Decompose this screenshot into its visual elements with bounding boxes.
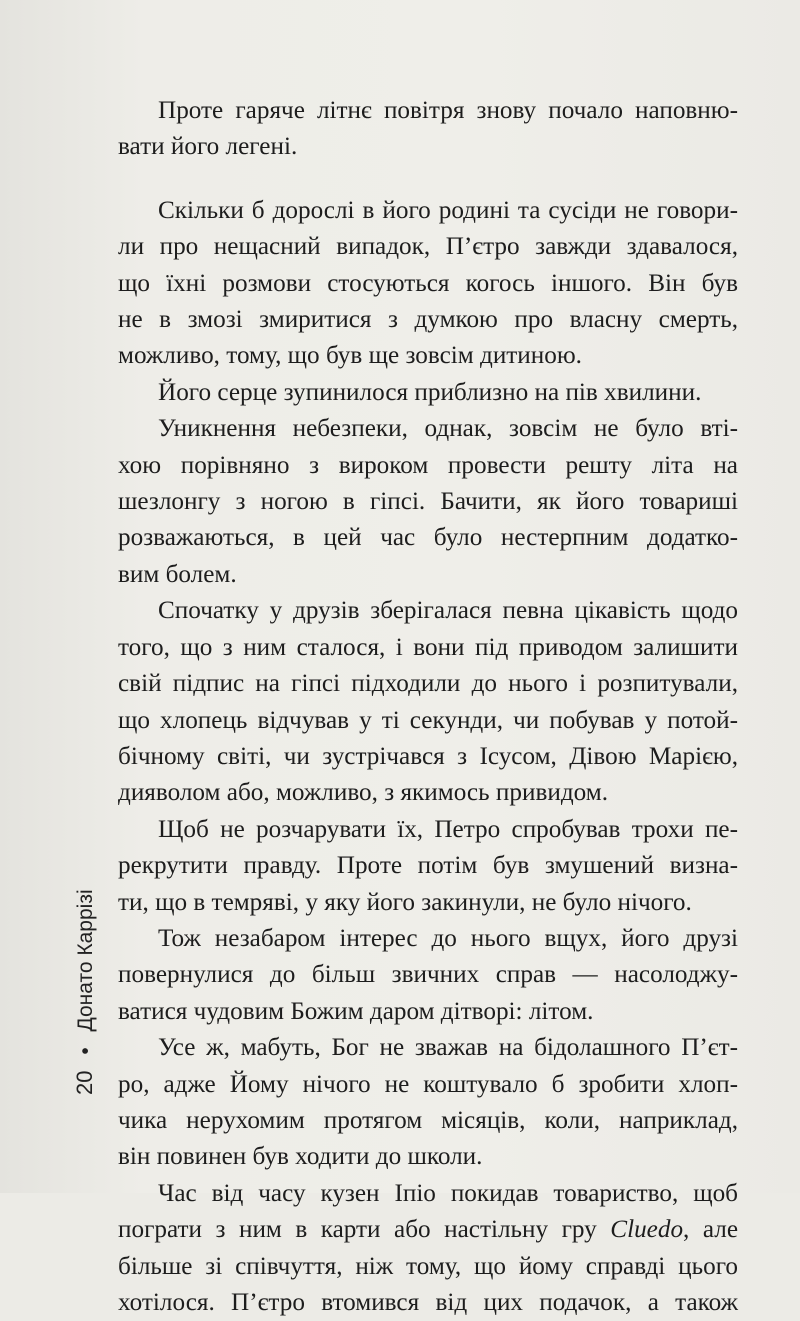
text-line: що їхні розмови стосуються когось іншого. Він був (118, 269, 738, 297)
text-line: шезлонгу з ногою в гіпсі. Бачити, як його товариші (118, 488, 738, 516)
paragraph (118, 411, 738, 593)
text-line: хотілося. П’єтро втомився від цих подачок, а також (118, 1289, 738, 1316)
text-line: Уникнення небезпеки, однак, зовсім не було вті- (158, 415, 738, 443)
text-line: Спочатку у друзів зберігалася певна цікавість щодо (158, 597, 738, 625)
text-line: розважаються, в цей час було нестерпним додатко- (118, 524, 738, 552)
text-line: ти, що в темряві, у яку його закинули, не було нічого. (118, 888, 692, 916)
text-line: ватися чудовим Божим даром дітворі: літом. (118, 997, 594, 1025)
author-name: Донато Каррізі (74, 889, 97, 1032)
text-line: не в змозі змиритися з думкою про власну смерть, (118, 306, 738, 334)
text-line: пограти з ним в карти або настільну гру Cluedo, але (118, 1216, 738, 1244)
text-line: ро, адже Йому нічого не коштувало б зробити хлоп- (118, 1070, 738, 1098)
paragraph (118, 93, 738, 166)
text-line: Час від часу кузен Іпіо покидав товариство, щоб (158, 1179, 738, 1207)
paragraph (118, 593, 738, 811)
text-line: чика нерухомим протягом місяців, коли, наприклад, (118, 1106, 738, 1134)
text-line: бічному світі, чи зустрічався з Ісусом, Дівою Марією, (118, 742, 738, 770)
text-line: вим болем. (118, 560, 237, 588)
text-line: можливо, тому, що був ще зовсім дитиною. (118, 342, 582, 370)
paragraph (118, 375, 738, 411)
page-number: 20 (72, 1070, 97, 1095)
page-body (118, 93, 738, 1321)
text-line: дияволом або, можливо, з якимось привидом. (118, 779, 608, 807)
text-line: Усе ж, мабуть, Бог не зважав на бідолашного П’єт- (158, 1034, 738, 1062)
game-title: Cluedo (610, 1216, 684, 1244)
text-line: вати його легені. (118, 133, 298, 161)
text-line: він повинен був ходити до школи. (118, 1143, 483, 1171)
text-line: повернулися до більш звичних справ — насолоджу- (118, 961, 738, 989)
text-line: що хлопець відчував у ті секунди, чи побував у потой- (118, 706, 738, 734)
text-line: свій підпис на гіпсі підходили до нього і розпитували, (118, 670, 738, 698)
text-line: Скільки б дорослі в його родині та сусіди не говори- (158, 196, 738, 224)
text-line: того, що з ним сталося, і вони під приводом залишити (118, 633, 738, 661)
paragraph (118, 1030, 738, 1176)
paragraph (118, 193, 738, 375)
text-line: Щоб не розчарувати їх, Петро спробував трохи пе- (158, 815, 738, 843)
text-line: рекрутити правду. Проте потім був змушений визна- (118, 852, 738, 880)
paragraph (118, 921, 738, 1030)
text-line: Тож незабаром інтерес до нього вщух, його друзі (158, 924, 738, 952)
paragraph-gap (118, 166, 738, 193)
text-line: Його серце зупинилося приблизно на пів хвилини. (158, 378, 702, 406)
paragraph (118, 1176, 738, 1321)
separator: • (74, 1047, 97, 1055)
text-line: Проте гаряче літнє повітря знову почало наповню- (158, 97, 738, 124)
text-line: хою порівняно з вироком провести решту літа на (118, 451, 738, 479)
text-line: ли про нещасний випадок, П’єтро завжди здавалося, (118, 233, 738, 261)
paragraph (118, 812, 738, 921)
running-footer (72, 889, 98, 1095)
text-line: більше зі співчуття, ніж тому, що йому справді цього (118, 1252, 738, 1280)
